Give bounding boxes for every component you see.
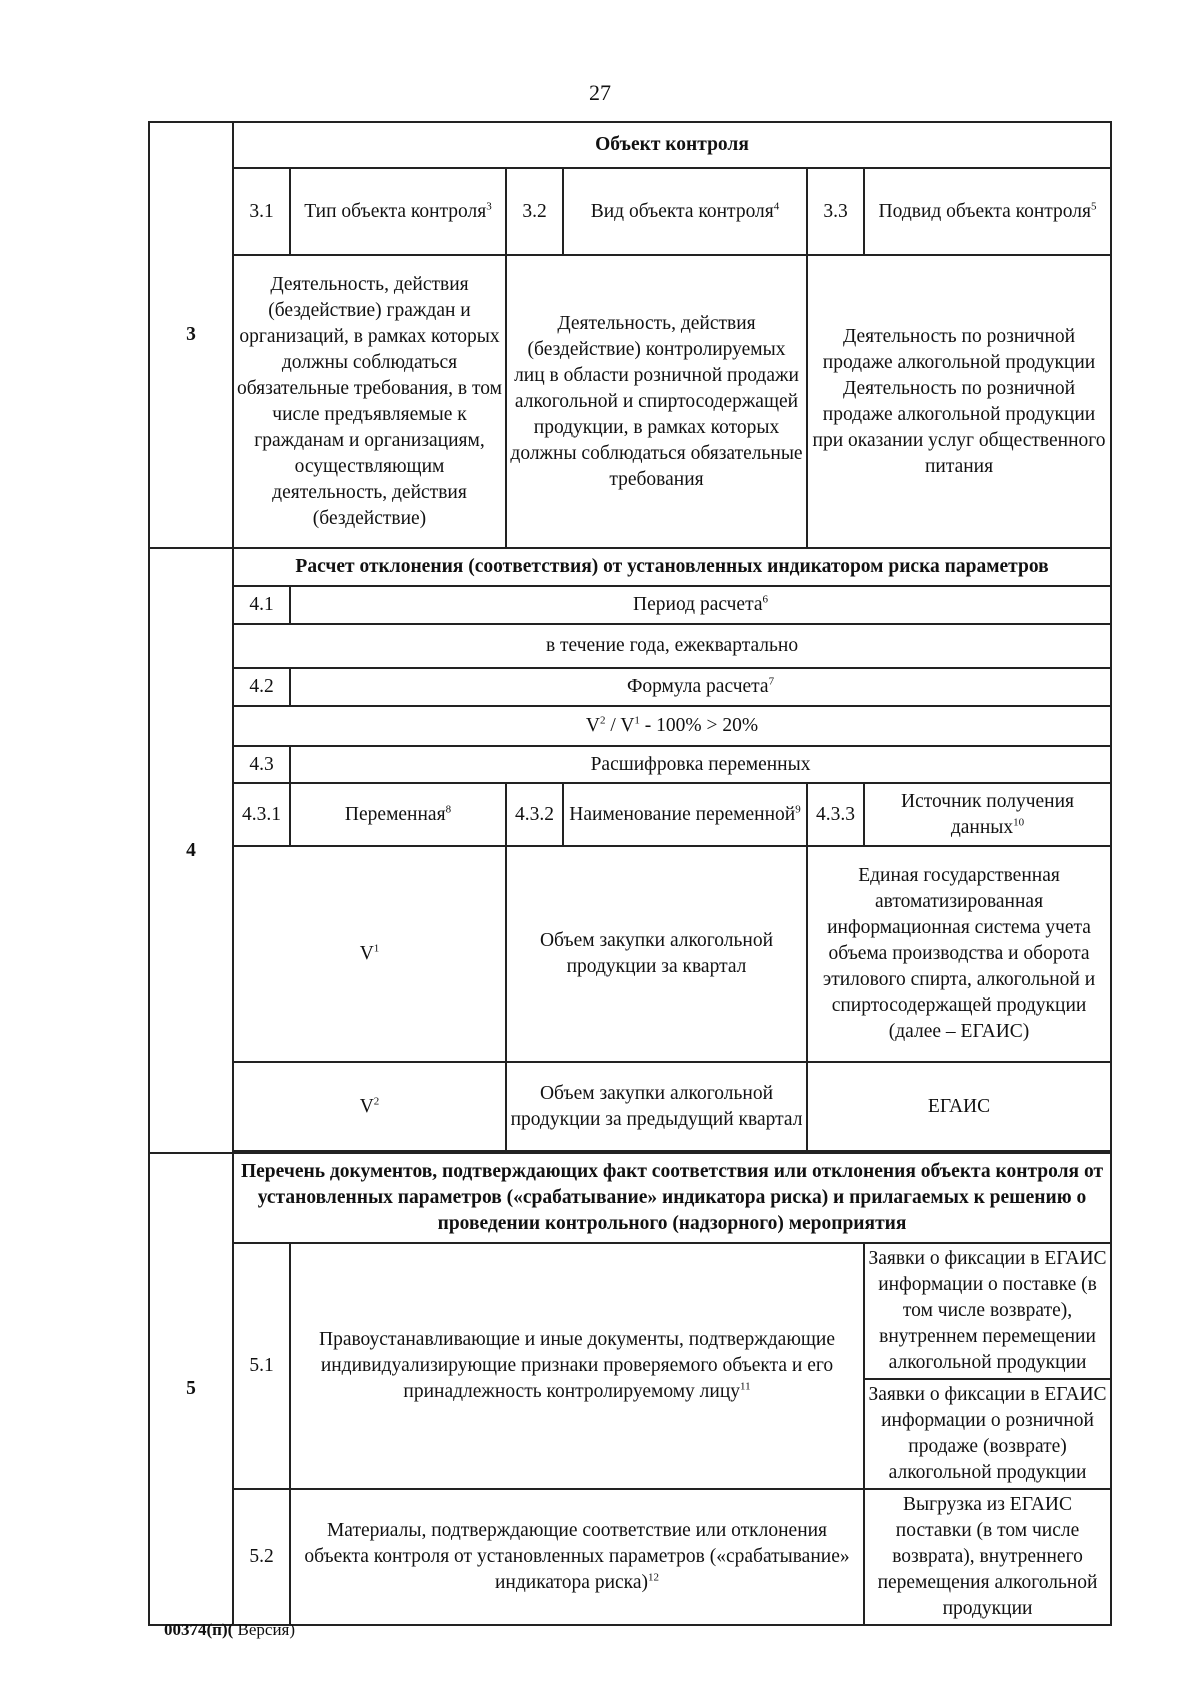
cell-3-1-number: 3.1 xyxy=(233,168,290,255)
cell-3-3-label: Подвид объекта контроля$^5$ xyxy=(864,168,1111,255)
cell-4-3-3-number: 4.3.3 xyxy=(807,783,864,846)
cell-4-3-1-label: Переменная$^8$ xyxy=(290,783,506,846)
row-4-3-label: Расшифровка переменных xyxy=(290,746,1111,783)
cell-4-3-2-label: Наименование переменной$^9$ xyxy=(563,783,807,846)
cell-3-2-number: 3.2 xyxy=(506,168,563,255)
row-5-2-document: Выгрузка из ЕГАИС поставки (в том числе возврата), внутреннего перемещения алкогольной продукции xyxy=(864,1489,1111,1625)
cell-4-3-2-number: 4.3.2 xyxy=(506,783,563,846)
variable-v2-source: ЕГАИС xyxy=(807,1062,1111,1151)
risk-indicator-table xyxy=(148,121,1112,1626)
row-4-1-label: Период расчета$^6$ xyxy=(290,586,1111,624)
calculation-formula: $V^2 / V^1 - 100\% > 20\%$ xyxy=(233,706,1111,746)
row-4-2-label: Формула расчета$^7$ xyxy=(290,668,1111,706)
page-number: 27 xyxy=(589,80,611,105)
section-3-number: 3 xyxy=(149,122,233,548)
cell-3-1-label: Тип объекта контроля$^3$ xyxy=(290,168,506,255)
row-4-3-number: 4.3 xyxy=(233,746,290,783)
row-5-2-number: 5.2 xyxy=(233,1489,290,1625)
object-type-text: Деятельность, действия (бездействие) граждан и организаций, в рамках которых должны соблюдаться обязательные требования, в том числе предъявляемые к гражданам и организациям, осуществляющим деятельность, действия (бездействие) xyxy=(233,255,506,548)
variable-v1-source: Единая государственная автоматизированная информационная система учета объема производства и оборота этилового спирта, алкогольной и спиртосодержащей продукции (далее – ЕГАИС) xyxy=(807,846,1111,1062)
cell-4-3-1-number: 4.3.1 xyxy=(233,783,290,846)
document-footer: 00374(п)( Версия) xyxy=(164,1620,296,1639)
object-kind-text: Деятельность, действия (бездействие) контролируемых лиц в области розничной продажи алкогольной и спиртосодержащей продукции, в рамках которых должны соблюдаться обязательные требования xyxy=(506,255,807,548)
variable-v2-name: Объем закупки алкогольной продукции за предыдущий квартал xyxy=(506,1062,807,1151)
section-5-number: 5 xyxy=(149,1153,233,1625)
row-4-2-number: 4.2 xyxy=(233,668,290,706)
section-5-header: Перечень документов, подтверждающих факт соответствия или отклонения объекта контроля от установленных параметров («срабатывание» индикатора риска) и прилагаемых к решению о проведении контрольного (надзорного) мероприятия xyxy=(233,1153,1111,1243)
row-5-1-document-1: Заявки о фиксации в ЕГАИС информации о поставке (в том числе возврате), внутреннем перемещении алкогольной продукции xyxy=(864,1243,1111,1379)
variable-v1-name: Объем закупки алкогольной продукции за квартал xyxy=(506,846,807,1062)
section-4-number: 4 xyxy=(149,548,233,1153)
row-4-1-number: 4.1 xyxy=(233,586,290,624)
cell-3-2-label: Вид объекта контроля$^4$ xyxy=(563,168,807,255)
variable-v1: $V^1$ xyxy=(233,846,506,1062)
section-3-header: Объект контроля xyxy=(233,122,1111,168)
cell-4-3-3-label: Источник получения данных$^{10}$ xyxy=(864,783,1111,846)
section-4-header: Расчет отклонения (соответствия) от установленных индикатором риска параметров xyxy=(233,548,1111,586)
row-5-1-document-2: Заявки о фиксации в ЕГАИС информации о розничной продаже (возврате) алкогольной продукции xyxy=(864,1379,1111,1489)
cell-3-3-number: 3.3 xyxy=(807,168,864,255)
row-5-2-text: Материалы, подтверждающие соответствие или отклонения объекта контроля от установленных параметров («срабатывание» индикатора риска)$^{12}$ xyxy=(290,1489,864,1625)
row-5-1-number: 5.1 xyxy=(233,1243,290,1489)
object-subkind-text: Деятельность по розничной продаже алкогольной продукции Деятельность по розничной продаже алкогольной продукции при оказании услуг общественного питания xyxy=(807,255,1111,548)
variable-v2: $V^2$ xyxy=(233,1062,506,1151)
calculation-period: в течение года, ежеквартально xyxy=(233,624,1111,668)
row-5-1-text: Правоустанавливающие и иные документы, подтверждающие индивидуализирующие признаки проверяемого объекта и его принадлежность контролируемому лицу$^{11}$ xyxy=(290,1243,864,1489)
